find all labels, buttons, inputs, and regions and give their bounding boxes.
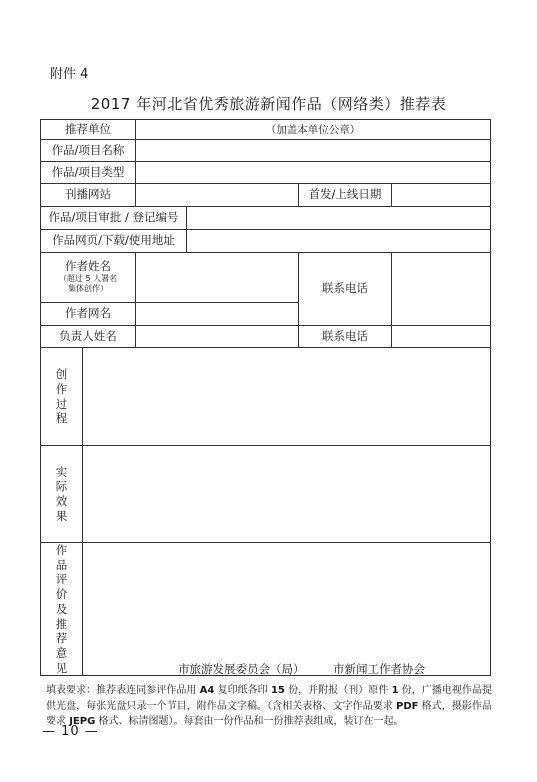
author-note-line-2: 集体创作） <box>68 284 108 294</box>
person-in-charge-label: 负责人姓名 <box>41 326 136 348</box>
approval-no-label: 作品/项目审批 / 登记编号 <box>41 207 187 230</box>
evaluation-field[interactable] <box>83 543 491 676</box>
attachment-label: 附件 4 <box>50 67 89 82</box>
contact-phone-2-field[interactable] <box>392 326 491 348</box>
actual-effect-field[interactable] <box>83 446 491 543</box>
recommend-unit-field[interactable] <box>136 120 491 140</box>
form-title: 2017 年河北省优秀旅游新闻作品（网络类）推荐表 <box>90 95 447 113</box>
org-tourism-committee: 市旅游发展委员会（局） <box>178 662 305 676</box>
publish-site-field[interactable] <box>136 184 299 207</box>
author-name-label <box>41 253 136 303</box>
recommend-unit-hint: （加盖本单位公章） <box>265 123 361 136</box>
creation-process-text: 创 作 过 程 <box>55 367 68 426</box>
author-name-text: 作者姓名 <box>65 258 111 273</box>
work-type-label: 作品/项目类型 <box>41 162 136 184</box>
filling-requirements: 填表要求：推荐表连同参评作品用 A4 复印纸各印 15 份，并附报（刊）原件 1 份，广播电视作品提供光盘，每张光盘只录一个节目，附作品文字稿。（含相关表格、文字作品要求 PDF 格式，摄影作品要求 JEPG 格式、标清图题）。每套由一份作品和一份推荐表组成，装订在一起。 <box>46 685 492 727</box>
work-name-field[interactable] <box>136 140 491 162</box>
org-journalist-association: 市新闻工作者协会 <box>333 662 425 676</box>
web-address-label: 作品网页/下载/使用地址 <box>41 230 187 253</box>
evaluation-label <box>41 543 83 676</box>
actual-effect-text: 实 际 效 果 <box>55 464 68 523</box>
contact-phone-2-label: 联系电话 <box>299 326 392 348</box>
recommend-unit-label: 推荐单位 <box>41 120 136 140</box>
contact-phone-field[interactable] <box>392 253 491 326</box>
author-note-line-1: （超过 5 人署名 <box>58 273 118 283</box>
work-type-field[interactable] <box>136 162 491 184</box>
author-netname-label: 作者网名 <box>41 303 136 326</box>
web-address-field[interactable] <box>187 230 491 253</box>
work-name-label: 作品/项目名称 <box>41 140 136 162</box>
contact-phone-label: 联系电话 <box>299 253 392 326</box>
recommendation-form <box>40 119 491 676</box>
page-number: — 10 — <box>42 724 99 739</box>
author-name-field[interactable] <box>136 253 299 303</box>
evaluation-text: 作 品 评 价 及 推 荐 意 见 <box>55 543 68 675</box>
creation-process-label <box>41 348 83 446</box>
person-in-charge-field[interactable] <box>136 326 299 348</box>
approval-no-field[interactable] <box>187 207 491 230</box>
first-date-field[interactable] <box>392 184 491 207</box>
author-netname-field[interactable] <box>136 303 299 326</box>
publish-site-label: 刊播网站 <box>41 184 136 207</box>
actual-effect-label <box>41 446 83 543</box>
creation-process-field[interactable] <box>83 348 491 446</box>
first-date-label: 首发/上线日期 <box>299 184 392 207</box>
